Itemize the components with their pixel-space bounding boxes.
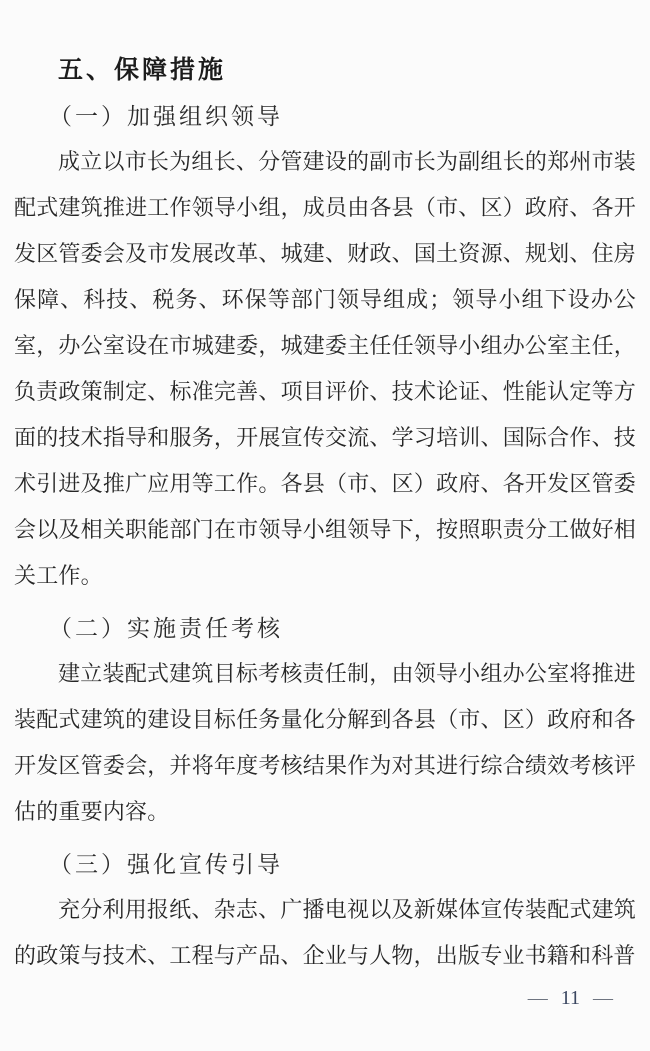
footer-dash-right: — (593, 987, 613, 1009)
subsection-heading-1: （一）加强组织领导 (49, 104, 283, 129)
body-paragraph-1: 成立以市长为组长、分管建设的副市长为副组长的郑州市装配式建筑推进工作领导小组，成员由各县（市、区）政府、各开发区管委会及市发展改革、城建、财政、国土资源、规划、住房保障、科技、税务、环保等部门领导组成；领导小组下设办公室，办公室设在市城建委，城建委主任任领导小组办公室主任，负责政策制定、标准完善、项目评价、技术论证、性能认定等方面的技术指导和服务，开展宣传交流、学习培训、国际合作、技术引进及推广应用等工作。各县（市、区）政府、各开发区管委会以及相关职能部门在市领导小组领导下，按照职责分工做好相关工作。 (14, 149, 636, 588)
body-paragraph-3: 充分利用报纸、杂志、广播电视以及新媒体宣传装配式建筑的政策与技术、工程与产品、企业与人物，出版专业书籍和科普 (14, 897, 636, 968)
page-footer (528, 987, 613, 1009)
subsection-heading-2: （二）实施责任考核 (49, 616, 283, 641)
footer-dash-left: — (527, 987, 548, 1009)
body-paragraph-2: 建立装配式建筑目标考核责任制，由领导小组办公室将推进装配式建筑的建设目标任务量化分解到各县（市、区）政府和各开发区管委会，并将年度考核结果作为对其进行综合绩效考核评估的重要内容。 (14, 661, 636, 824)
page-number: 11 (560, 987, 580, 1009)
subsection-heading-3: （三）强化宣传引导 (49, 852, 283, 877)
section-heading: 五、保障措施 (58, 56, 227, 84)
